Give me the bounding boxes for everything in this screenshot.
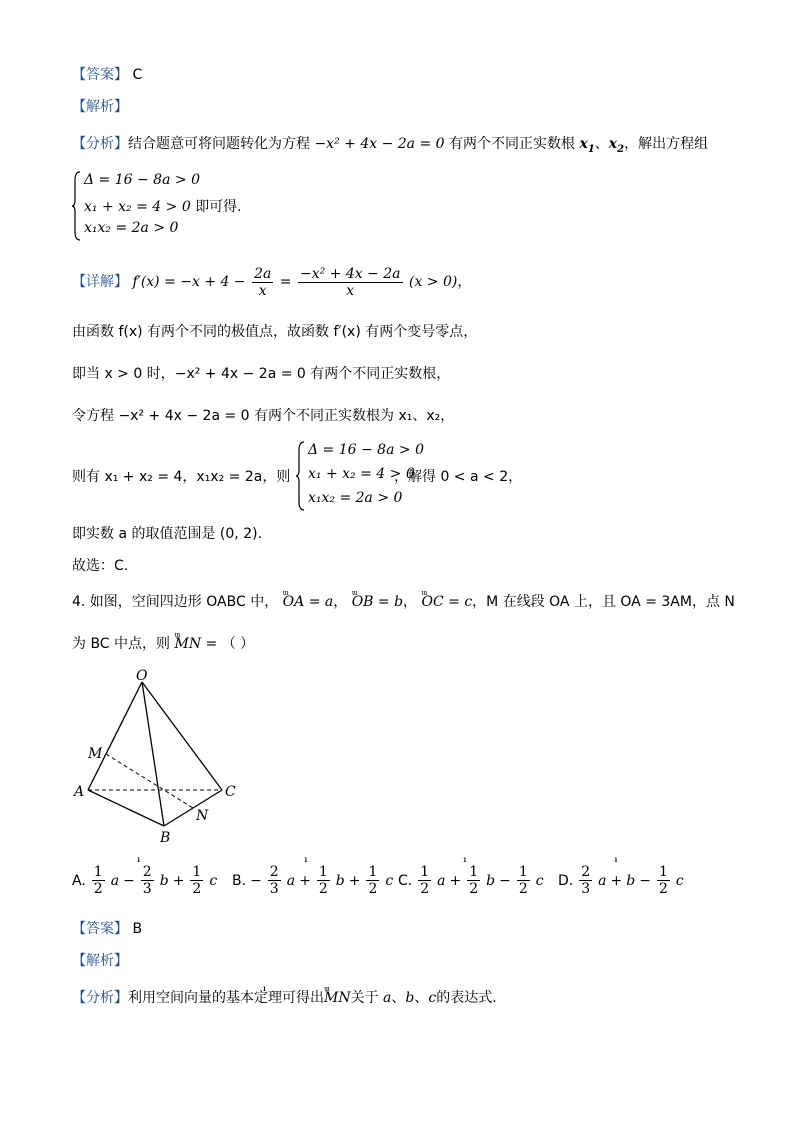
option-fraction: $\frac{1}{2}$ [93, 864, 103, 897]
q4-analysis-text-2: 关于 [350, 990, 379, 1006]
q4-target-vector: ιιι MN = [175, 634, 218, 654]
q4-analysis-text-3: 的表达式. [436, 990, 497, 1006]
q3-choice: 故选：C. [72, 558, 129, 574]
q4-analysis-text-1: 利用空间向量的基本定理可得出 [128, 990, 324, 1006]
q3-line-1: 由函数 f(x) 有两个不同的极值点，故函数 f′(x) 有两个变号零点， [72, 324, 478, 340]
system-row: x₁ + x₂ = 4 > 0 即可得. [84, 199, 242, 215]
option-letter: B. [232, 872, 247, 889]
option-sign: + [348, 872, 361, 889]
option-fraction: $\frac{1}{2}$ [192, 864, 202, 897]
answer-label: 【答案】 [72, 921, 128, 937]
option-vector: ı b [486, 873, 495, 889]
edge-oa [88, 682, 142, 790]
option-c[interactable] [398, 864, 544, 897]
option-fraction: $\frac{1}{2}$ [420, 864, 430, 897]
q3-line-4a: 则有 x₁ + x₂ = 4，x₁x₂ = 2a，则 [72, 469, 291, 485]
system-row: x₁x₂ = 2a > 0 [308, 490, 403, 506]
option-sign: − [250, 872, 262, 889]
option-vector: ı c [209, 873, 217, 889]
q3-explanation-label [72, 97, 128, 117]
q4-paren: （ ） [221, 636, 255, 652]
q4-analysis-vec-c: ı c [428, 990, 436, 1006]
detail-condition: (x > 0) [408, 274, 458, 290]
option-vector: ı b [160, 873, 169, 889]
analysis-text: 结合题意可将问题转化为方程 [128, 136, 310, 152]
q3-line-5: 即实数 a 的取值范围是 (0, 2). [72, 526, 263, 542]
detail-lhs: f′(x) = −x + 4 − [132, 274, 246, 290]
q3-answer-value: C [132, 67, 143, 83]
q3-line-2: 即当 x > 0 时，−x² + 4x − 2a = 0 有两个不同正实数根， [72, 366, 451, 382]
system-tail: 即可得. [195, 199, 242, 215]
q4-stem-line-2 [72, 634, 254, 654]
system-row: Δ = 16 − 8a > 0 [308, 442, 424, 458]
option-b[interactable] [232, 864, 393, 897]
q4-analysis-vec-a: ı a [383, 990, 391, 1006]
q4-vector-oc: ιιι OC = c [422, 592, 473, 612]
analysis-text-3: ，解出方程组 [624, 136, 709, 152]
edge-ab [88, 790, 164, 826]
option-fraction: $\frac{2}{3}$ [142, 864, 152, 897]
explanation-label: 【解析】 [72, 953, 128, 969]
q4-stem-2: ，M 在线段 OA 上，且 OA = 3AM，点 N [472, 594, 735, 610]
q4-vector-oa: ιιι OA = a [283, 592, 334, 612]
option-fraction: $\frac{1}{2}$ [318, 864, 328, 897]
q4-analysis-vec-b: ı b [405, 990, 414, 1006]
option-sign: + [610, 872, 623, 889]
label-o: O [136, 668, 148, 684]
option-letter: C. [398, 872, 413, 889]
q3-answer-line [72, 65, 142, 85]
analysis-label: 【分析】 [72, 136, 128, 152]
option-letter: D. [558, 872, 574, 889]
q4-stem-1: 4. 如图，空间四边形 OABC 中， [72, 594, 279, 610]
q4-answer-value: B [132, 921, 143, 937]
option-letter: A. [72, 872, 86, 889]
tetrahedron-figure [72, 668, 252, 848]
system-row: Δ = 16 − 8a > 0 [84, 172, 200, 188]
option-sign: + [299, 872, 311, 889]
option-sign: − [123, 872, 135, 889]
analysis-label: 【分析】 [72, 990, 128, 1006]
label-b: B [160, 830, 171, 846]
option-sign: + [449, 872, 462, 889]
option-fraction: $\frac{1}{2}$ [658, 864, 668, 897]
segment-mn-dashed [106, 754, 193, 808]
q4-stem-3: 为 BC 中点，则 [72, 636, 171, 652]
system-row: x₁ + x₂ = 4 > 0 [308, 466, 415, 482]
detail-label: 【详解】 [72, 274, 128, 290]
q3-analysis-line: 【分析】结合题意可将问题转化为方程 −x² + 4x − 2a = 0 有两个不同正实数根 $x_1$、$x_2$，解出方程组 [72, 136, 709, 155]
option-a[interactable] [72, 864, 217, 897]
option-fraction: $\frac{1}{2}$ [518, 864, 528, 897]
detail-fraction-1: $\frac{2a}{x}$ [254, 265, 272, 299]
detail-fraction-2: $\frac{\text{−x² + 4x − 2a}}{x}$ [299, 265, 401, 299]
option-vector: ı a [598, 873, 606, 889]
label-a: A [74, 784, 85, 800]
option-sign: − [639, 872, 651, 889]
answer-label: 【答案】 [72, 67, 128, 83]
option-vector: ı a [287, 873, 295, 889]
q3-line-4b: ，解得 0 < a < 2， [394, 469, 523, 485]
q4-explanation-label [72, 951, 128, 971]
label-m: M [88, 746, 103, 762]
option-d[interactable] [558, 864, 684, 897]
option-sign: − [499, 872, 511, 889]
option-fraction: $\frac{2}{3}$ [269, 864, 279, 897]
q4-vector-ob: ιιι OB = b [352, 592, 403, 612]
q4-analysis-target: ιιι MN [324, 988, 351, 1008]
edge-oc [142, 682, 222, 790]
q3-detail-line: 【详解】 f′(x) = −x + 4 − $\frac{2a}{x}$ = $\frac{\text{−x² + 4x − 2a}}{x}$ (x > 0)， [72, 265, 472, 299]
option-fraction: $\frac{2}{3}$ [581, 864, 591, 897]
left-brace-icon [72, 170, 80, 242]
option-vector: ı c [676, 873, 684, 889]
option-vector: ı c [536, 873, 544, 889]
analysis-text-2: 有两个不同正实数根 [449, 136, 576, 152]
option-vector: ı a [437, 873, 445, 889]
label-c: C [225, 784, 236, 800]
q4-stem-line-1: 4. 如图，空间四边形 OABC 中， ιιι OA = a， ιιι OB = b， ιιι OC = c，M 在线段 OA 上，且 OA = 3AM，点 N [72, 592, 735, 612]
option-fraction: $\frac{1}{2}$ [368, 864, 378, 897]
option-sign: + [172, 872, 185, 889]
q4-analysis-line: 【分析】利用空间向量的基本定理可得出ιιι MN关于 ı a、ı b、ı c的表达式. [72, 988, 497, 1008]
option-fraction: $\frac{1}{2}$ [469, 864, 479, 897]
option-vector: ı b [336, 873, 345, 889]
q4-answer-line [72, 919, 142, 939]
label-n: N [196, 808, 209, 824]
q3-system [72, 170, 272, 242]
edge-ob [142, 682, 164, 826]
option-vector: ı a [111, 873, 119, 889]
option-vector: ı b [626, 873, 635, 889]
option-vector: ı c [385, 873, 393, 889]
explanation-label: 【解析】 [72, 99, 128, 115]
left-brace-icon [296, 440, 304, 512]
system-row: x₁x₂ = 2a > 0 [84, 220, 179, 236]
analysis-equation: −x² + 4x − 2a = 0 [314, 136, 445, 152]
q3-line-3: 令方程 −x² + 4x − 2a = 0 有两个不同正实数根为 x₁、x₂， [72, 408, 455, 424]
